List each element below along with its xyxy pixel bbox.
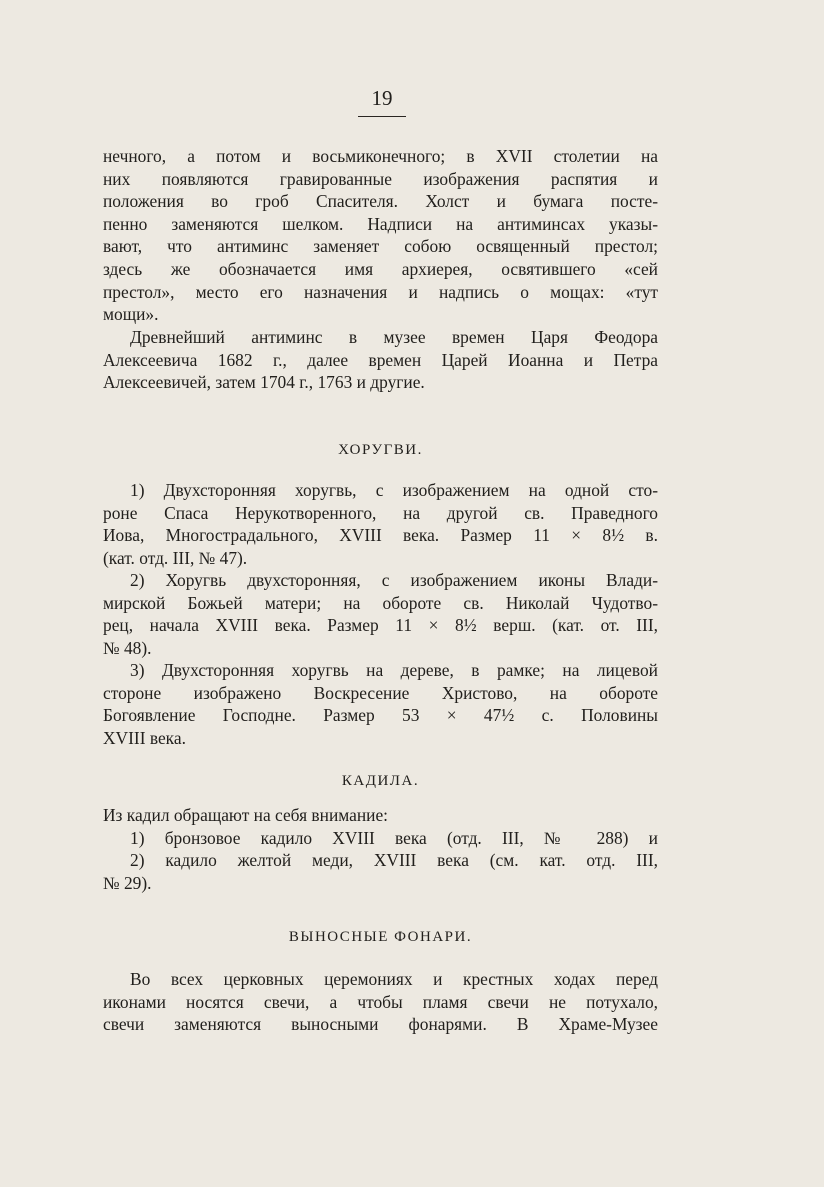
text-line: Древнейший антиминс в музее времен Царя Феодора xyxy=(130,327,658,347)
lanterns-paragraph xyxy=(103,968,658,1036)
text-line: Богоявление Господне. Размер 53 × 47½ с. Половины xyxy=(103,705,658,726)
text-line: Алексеевичей, затем 1704 г., 1763 и другие. xyxy=(103,372,425,393)
censers-paragraph xyxy=(103,804,658,894)
antimins-paragraph xyxy=(103,145,658,326)
text-line: иконами носятся свечи, а чтобы пламя свечи не потухало, xyxy=(103,991,658,1012)
text-line: здесь же обозначается имя архиерея, освятившего «сей xyxy=(103,258,658,279)
text-line: положения во гроб Спасителя. Холст и бумага посте- xyxy=(103,191,658,212)
text-line: Из кадил обращают на себя внимание: xyxy=(103,805,389,825)
text-line: (кат. отд. III, № 47). xyxy=(103,547,248,568)
text-line: свечи заменяются выносными фонарями. В Храме-Музее xyxy=(103,1014,658,1035)
text-line: вают, что антиминс заменяет собою освященный престол; xyxy=(103,236,658,257)
text-line: стороне изображено Воскресение Христово, на обороте xyxy=(103,682,658,703)
text-line: Иова, Многострадального, XVIII века. Размер 11 × 8½ в. xyxy=(103,525,658,546)
text-line: 1) Двухсторонняя хоругвь, с изображением на одной сто- xyxy=(130,480,658,500)
oldest-antimins-paragraph xyxy=(103,326,658,394)
banner-item-1 xyxy=(103,479,658,569)
text-line: рец, начала XVIII века. Размер 11 × 8½ верш. (кат. от. III, xyxy=(103,615,658,636)
banner-item-2 xyxy=(103,569,658,659)
banner-item-3 xyxy=(103,659,658,749)
text-line: № 29). xyxy=(103,872,152,893)
text-line: 3) Двухсторонняя хоругвь на дереве, в рамке; на лицевой xyxy=(130,660,658,680)
text-line: Алексеевича 1682 г., далее времен Царей Иоанна и Петра xyxy=(103,349,658,370)
section-heading-lanterns: ВЫНОСНЫЕ ФОНАРИ. xyxy=(288,929,473,945)
text-line: XVIII века. xyxy=(103,727,186,748)
text-line: 2) кадило желтой меди, XVIII века (см. кат. отд. III, xyxy=(130,850,658,871)
text-line: них появляются гравированные изображения распятия и xyxy=(103,168,658,189)
text-line: 1) бронзовое кадило XVIII века (отд. III, № 288) и xyxy=(130,827,658,848)
text-line: пенно заменяются шелком. Надписи на антиминсах указы- xyxy=(103,213,658,234)
text-line: 2) Хоругвь двухсторонняя, с изображением иконы Влади- xyxy=(130,570,658,590)
section-heading-banners: ХОРУГВИ. xyxy=(338,442,423,458)
text-line: № 48). xyxy=(103,637,152,658)
text-line: Во всех церковных церемониях и крестных ходах перед xyxy=(130,969,658,989)
section-heading-censers: КАДИЛА. xyxy=(341,773,420,789)
page-number: 19 xyxy=(371,86,393,110)
text-line: нечного, а потом и восьмиконечного; в XVII столетии на xyxy=(103,146,658,166)
page-number-rule xyxy=(358,116,406,117)
text-line: мощи». xyxy=(103,304,159,325)
text-line: мирской Божьей матери; на обороте св. Николай Чудотво- xyxy=(103,592,658,613)
text-line: престол», место его назначения и надпись о мощах: «тут xyxy=(103,281,658,302)
text-line: роне Спаса Нерукотворенного, на другой св. Праведного xyxy=(103,502,658,523)
